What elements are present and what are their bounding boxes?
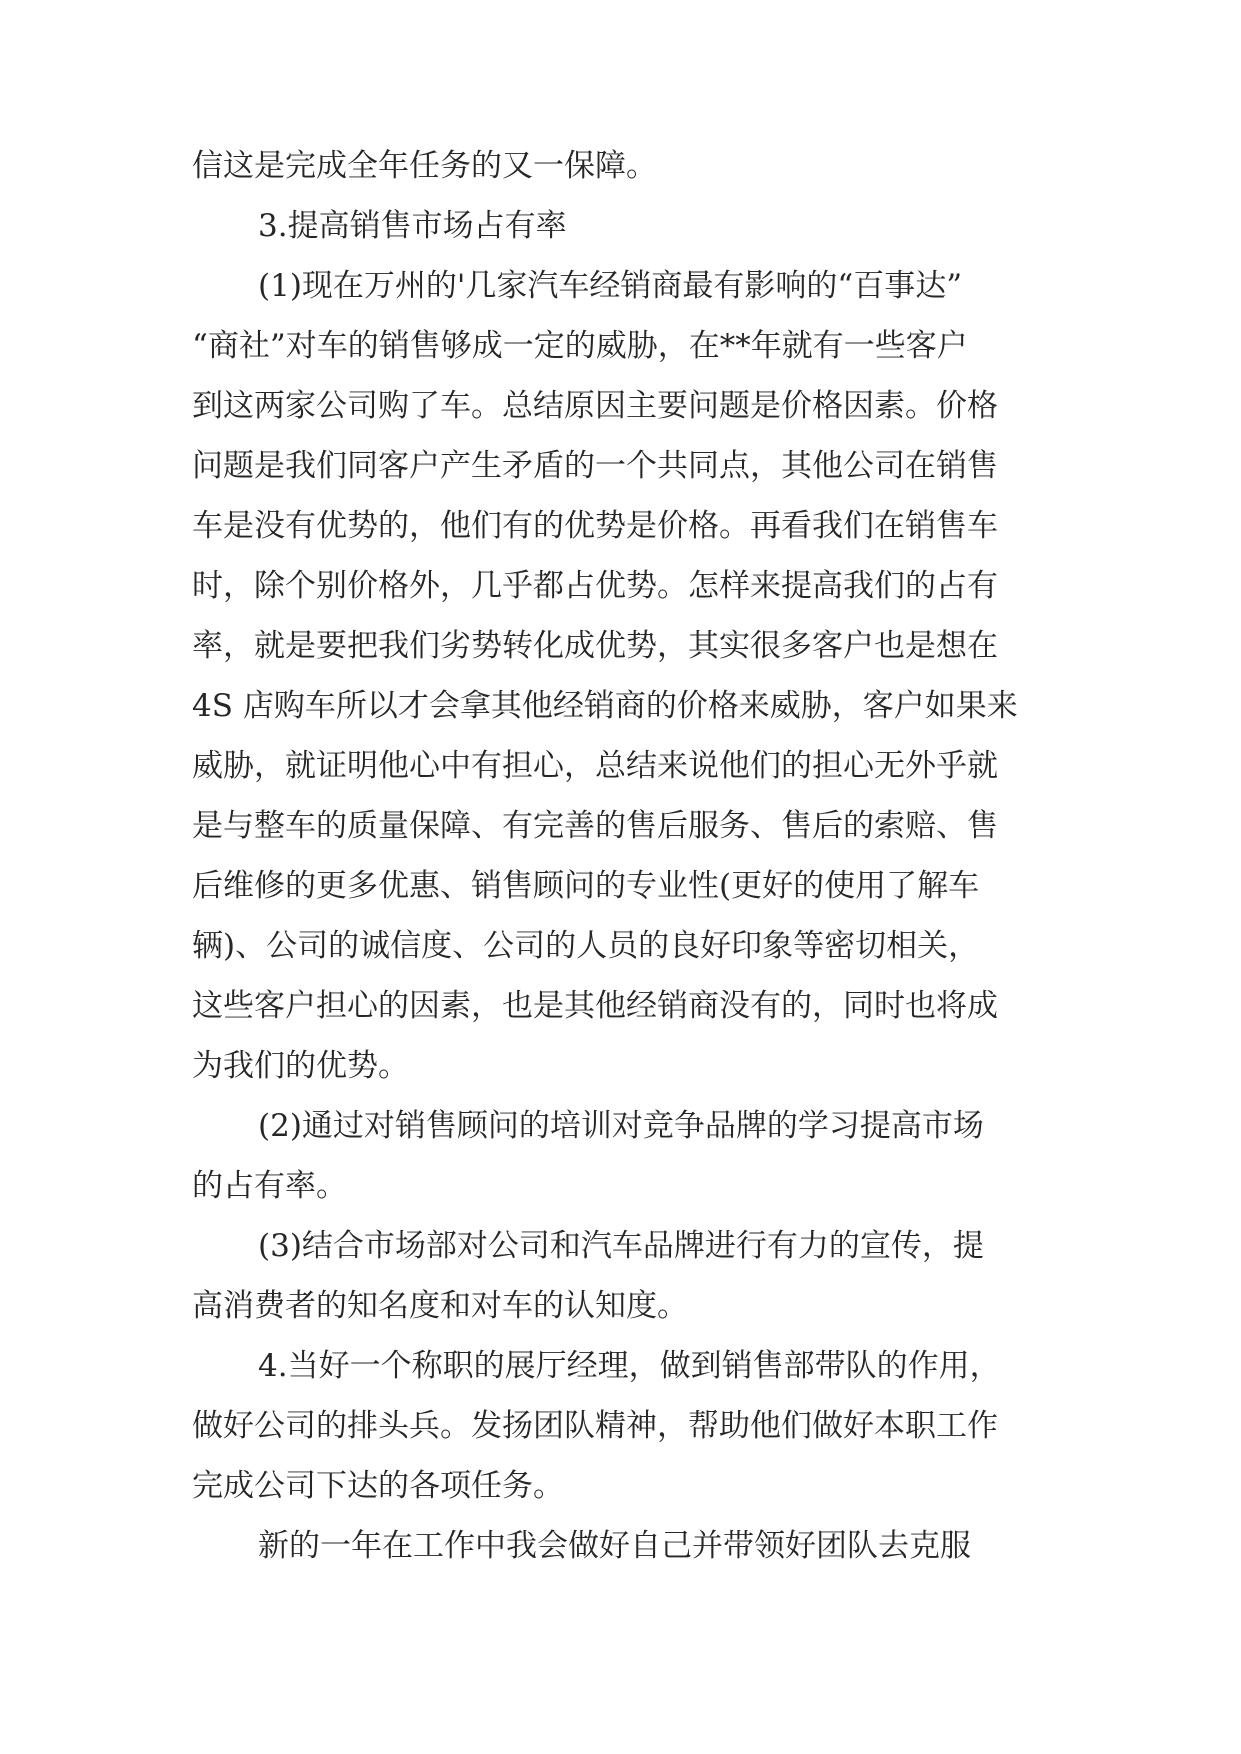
text-line: (1)现在万州的'几家汽车经销商最有影响的“百事达” (258, 268, 963, 304)
text-line: “商社”对车的销售够成一定的威胁，在**年就有一些客户 (192, 328, 968, 364)
text-line: 这些客户担心的因素，也是其他经销商没有的，同时也将成 (192, 988, 998, 1024)
text-line: 信这是完成全年任务的又一保障。 (192, 148, 657, 184)
text-line: 做好公司的排头兵。发扬团队精神，帮助他们做好本职工作 (192, 1408, 998, 1444)
text-line: 新的一年在工作中我会做好自己并带领好团队去克服 (258, 1528, 971, 1564)
text-line: (3)结合市场部对公司和汽车品牌进行有力的宣传，提 (258, 1228, 984, 1264)
text-line: 高消费者的知名度和对车的认知度。 (192, 1288, 688, 1324)
text-line: (2)通过对销售顾问的培训对竞争品牌的学习提高市场 (258, 1108, 984, 1144)
text-line: 率，就是要把我们劣势转化成优势，其实很多客户也是想在 (192, 628, 998, 664)
text-line: 是与整车的质量保障、有完善的售后服务、售后的索赔、售 (192, 808, 998, 844)
text-line: 的占有率。 (192, 1168, 347, 1204)
text-line: 到这两家公司购了车。总结原因主要问题是价格因素。价格 (192, 388, 998, 424)
text-line: 4.当好一个称职的展厅经理，做到销售部带队的作用， (258, 1348, 1001, 1384)
text-line: 后维修的更多优惠、销售顾问的专业性(更好的使用了解车 (192, 868, 980, 904)
section-heading: 3.提高销售市场占有率 (258, 208, 567, 244)
text-line: 时，除个别价格外，几乎都占优势。怎样来提高我们的占有 (192, 568, 998, 604)
text-line: 完成公司下达的各项任务。 (192, 1468, 564, 1504)
text-line: 车是没有优势的，他们有的优势是价格。再看我们在销售车 (192, 508, 998, 544)
text-line: 4S 店购车所以才会拿其他经销商的价格来威胁，客户如果来 (192, 688, 1018, 724)
text-line: 威胁，就证明他心中有担心，总结来说他们的担心无外乎就 (192, 748, 998, 784)
text-line: 问题是我们同客户产生矛盾的一个共同点，其他公司在销售 (192, 448, 998, 484)
text-line: 辆)、公司的诚信度、公司的人员的良好印象等密切相关， (192, 928, 980, 964)
text-line: 为我们的优势。 (192, 1048, 409, 1084)
